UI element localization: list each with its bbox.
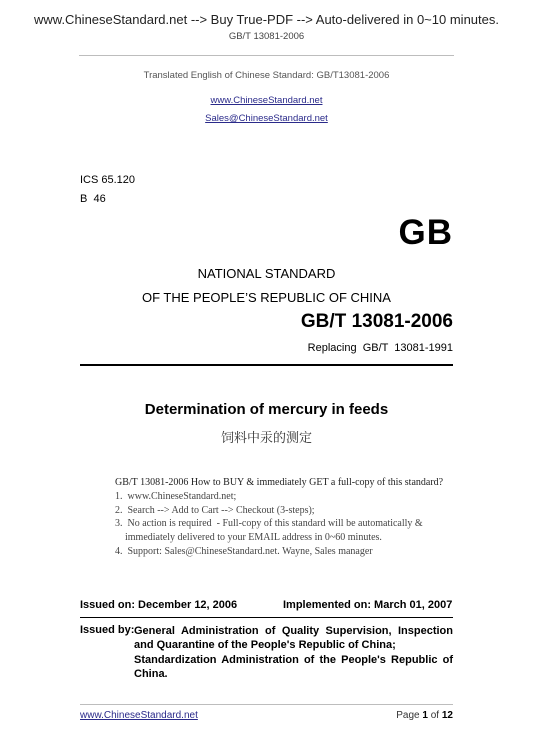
issuer-org-2: Standardization Administration of the People's Republic of China. [134, 654, 453, 680]
ics-code: ICS 65.120 [80, 174, 136, 186]
email-link[interactable]: Sales@ChineseStandard.net [205, 113, 328, 124]
issuer-org-1: General Administration of Quality Supervision, Inspection and Quarantine of the People's Republic of China; [134, 625, 453, 651]
purchase-heading: GB/T 13081-2006 How to BUY & immediately GET a full-copy of this standard? [115, 477, 444, 488]
title-chinese: 饲料中汞的测定 [220, 431, 312, 446]
page-of: of [430, 710, 440, 721]
implemented-date: Implemented on: March 01, 2007 [283, 599, 453, 611]
page-current: 1 [422, 710, 428, 721]
dates-divider [80, 617, 453, 618]
issued-date: Issued on: December 12, 2006 [80, 599, 238, 611]
purchase-step-3-continued: immediately delivered to your EMAIL address in 0~60 minutes. [125, 532, 382, 543]
page-indicator [396, 710, 453, 721]
footer-divider [80, 704, 453, 705]
translation-note: Translated English of Chinese Standard: GB/T13081-2006 [143, 70, 390, 81]
purchase-step-2: 2. Search --> Add to Cart --> Checkout (3-steps); [115, 505, 315, 516]
national-standard-line1: NATIONAL STANDARD [197, 266, 336, 281]
purchase-step-4: 4. Support: Sales@ChineseStandard.net. Wayne, Sales manager [115, 546, 373, 557]
header-doc-code: GB/T 13081-2006 [228, 31, 305, 42]
banner-text: www.ChineseStandard.net --> Buy True-PDF --> Auto-delivered in 0~10 minutes. [34, 12, 499, 27]
replacing-note: Replacing GB/T 13081-1991 [307, 342, 453, 354]
page-total: 12 [441, 710, 453, 721]
standard-number: GB/T 13081-2006 [300, 311, 453, 332]
title-divider [80, 364, 453, 366]
gb-mark: GB [398, 213, 453, 252]
purchase-step-3: 3. No action is required - Full-copy of this standard will be automatically & [115, 518, 423, 529]
website-link[interactable]: www.ChineseStandard.net [210, 95, 323, 106]
title-english: Determination of mercury in feeds [144, 401, 389, 418]
header-divider [79, 55, 454, 56]
footer-website-link[interactable]: www.ChineseStandard.net [80, 710, 198, 721]
page-label: Page [396, 710, 420, 721]
purchase-step-1: 1. www.ChineseStandard.net; [115, 491, 237, 502]
national-standard-line2: OF THE PEOPLE’S REPUBLIC OF CHINA [142, 290, 391, 305]
issuer-label: Issued by: [80, 624, 135, 636]
ccs-code: B 46 [80, 193, 106, 205]
